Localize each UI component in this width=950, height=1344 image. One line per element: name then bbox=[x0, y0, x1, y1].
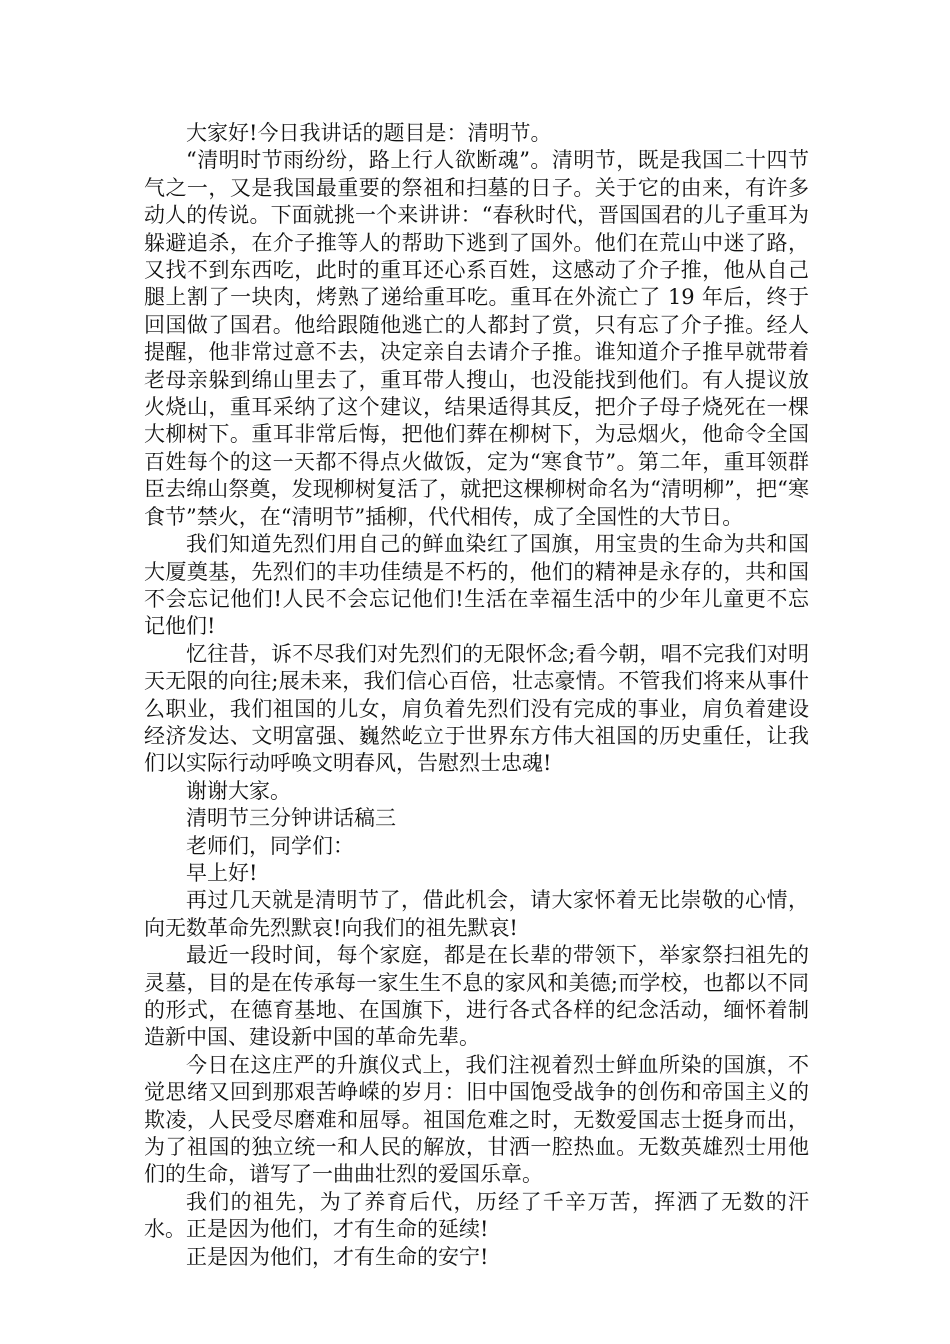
document-page bbox=[144, 120, 809, 1271]
paragraph-past-present-future: 忆往昔，诉不尽我们对先烈们的无限怀念;看今朝，唱不完我们对明天无限的向往;展未来，我们信心百倍，壮志豪情。不管我们将来从事什么职业，我们祖国的儿女，肩负着先烈们没有完成的事业，肩负着建设经济发达、文明富强、巍然屹立于世界东方伟大祖国的历史重任，让我们以实际行动呼唤文明春风，告慰烈士忠魂! bbox=[144, 641, 809, 776]
paragraph-memorial: 再过几天就是清明节了，借此机会，请大家怀着无比崇敬的心情，向无数革命先烈默哀!向我们的祖先默哀! bbox=[144, 888, 809, 940]
paragraph-origin-story: “清明时节雨纷纷，路上行人欲断魂”。清明节，既是我国二十四节气之一，又是我国最重要的祭祖和扫墓的日子。关于它的由来，有许多动人的传说。下面就挑一个来讲讲：“春秋时代，晋国国君的儿子重耳为躲避追杀，在介子推等人的帮助下逃到了国外。他们在荒山中迷了路，又找不到东西吃，此时的重耳还心系百姓，这感动了介子推，他从自己腿上割了一块肉，烤熟了递给重耳吃。重耳在外流亡了 19 年后，终于回国做了国君。他给跟随他逃亡的人都封了赏，只有忘了介子推。经人提醒，他非常过意不去，决定亲自去请介子推。谁知道介子推早就带着老母亲躲到绵山里去了，重耳带人搜山，也没能找到他们。有人提议放火烧山，重耳采纳了这个建议，结果适得其反，把介子母子烧死在一棵大柳树下。重耳非常后悔，把他们葬在柳树下，为忌烟火，他命令全国百姓每个的这一天都不得点火做饭，定为“寒食节”。第二年，重耳领群臣去绵山祭奠，发现柳树复活了，就把这棵柳树命名为“清明柳”，把“寒食节”禁火，在“清明节”插柳，代代相传，成了全国性的大节日。 bbox=[144, 148, 809, 529]
paragraph-ancestors: 我们的祖先，为了养育后代，历经了千辛万苦，挥洒了无数的汗水。正是因为他们，才有生命的延续! bbox=[144, 1189, 809, 1242]
paragraph-good-morning: 早上好! bbox=[186, 860, 258, 885]
paragraph-martyrs: 我们知道先烈们用自己的鲜血染红了国旗，用宝贵的生命为共和国大厦奠基，先烈们的丰功佳绩是不朽的，他们的精神是永存的，共和国不会忘记他们!人民不会忘记他们!生活在幸福生活中的少年儿童更不忘记他们! bbox=[144, 532, 809, 639]
paragraph-family-school: 最近一段时间，每个家庭，都是在长辈的带领下，举家祭扫祖先的灵墓，目的是在传承每一家生生不息的家风和美德;而学校，也都以不同的形式，在德育基地、在国旗下，进行各式各样的纪念活动，缅怀着制造新中国、建设新中国的革命先辈。 bbox=[144, 943, 809, 1050]
paragraph-thanks: 谢谢大家。 bbox=[186, 778, 291, 803]
paragraph-greeting: 大家好!今日我讲话的题目是：清明节。 bbox=[186, 121, 552, 145]
section-title: 清明节三分钟讲话稿三 bbox=[186, 806, 396, 831]
paragraph-salutation: 老师们，同学们： bbox=[186, 833, 354, 858]
paragraph-peace: 正是因为他们，才有生命的安宁! bbox=[186, 1244, 489, 1269]
paragraph-flag-ceremony: 今日在这庄严的升旗仪式上，我们注视着烈士鲜血所染的国旗，不觉思绪又回到那艰苦峥嵘的岁月：旧中国饱受战争的创伤和帝国主义的欺凌，人民受尽磨难和屈辱。祖国危难之时，无数爱国志士挺身而出，为了祖国的独立统一和人民的解放，甘洒一腔热血。无数英雄烈士用他们的生命，谱写了一曲曲壮烈的爱国乐章。 bbox=[144, 1052, 809, 1187]
